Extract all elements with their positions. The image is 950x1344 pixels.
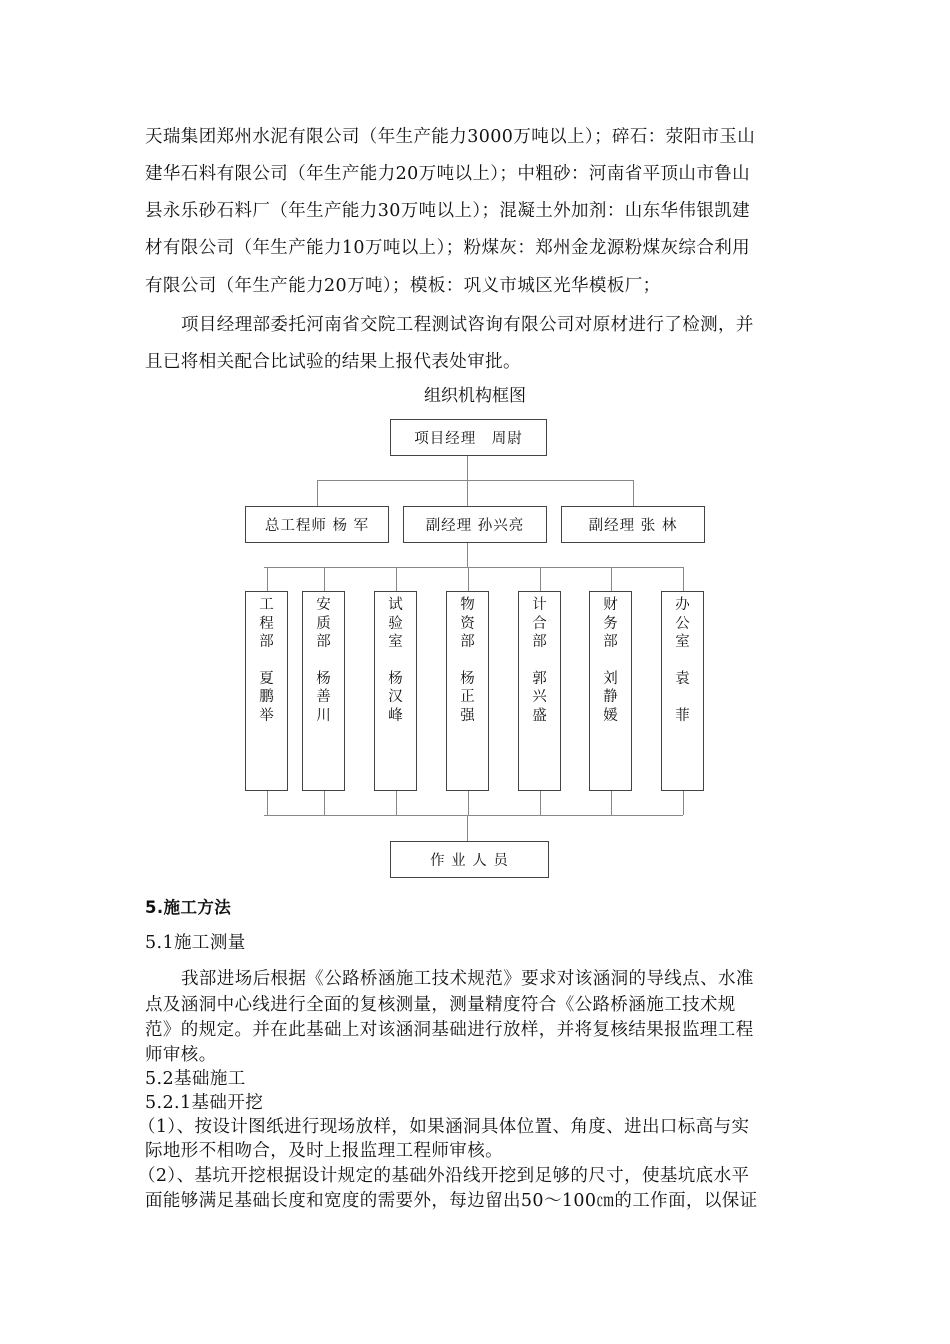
paragraph-line: 有限公司（年生产能力20万吨）；模板：巩义市城区光华模板厂； [145,276,661,296]
department-box [374,591,417,791]
subsection-title: 5.2基础施工 [145,1069,246,1089]
department-head: 袁 菲 [675,670,690,724]
department-head: 杨 善 川 [316,670,331,724]
department-box [446,591,489,791]
department-head: 杨 正 强 [460,670,475,724]
connector-line [683,567,684,591]
paragraph-line: 天瑞集团郑州水泥有限公司（年生产能力3000万吨以上）；碎石：荥阳市玉山 [145,127,756,147]
department-name: 安 质 部 [316,597,331,650]
department-name: 办 公 室 [675,597,690,650]
connector-line [683,791,684,815]
connector-line [396,567,397,591]
department-name: 试 验 室 [388,597,403,650]
connector-line [324,567,325,591]
paragraph-line: 我部进场后根据《公路桥涵施工技术规范》要求对该涵洞的导线点、水准 [181,969,754,989]
connector-line [324,791,325,815]
paragraph-line: 面能够满足基础长度和宽度的需要外，每边留出50～100㎝的工作面，以保证 [145,1191,758,1211]
connector-line [611,791,612,815]
department-box [589,591,632,791]
connector-line [317,480,634,481]
connector-line [267,567,268,591]
paragraph-line: 点及涵洞中心线进行全面的复核测量，测量精度符合《公路桥涵施工技术规 [145,995,736,1015]
connector-line [396,791,397,815]
paragraph-line: 材有限公司（年生产能力10万吨以上）；粉煤灰：郑州金龙源粉煤灰综合利用 [145,238,751,258]
connector-line [264,567,683,568]
paragraph-line: 且已将相关配合比试验的结果上报代表处审批。 [145,352,521,372]
paragraph-line: （2）、基坑开挖根据设计规定的基础外沿线开挖到足够的尺寸，使基坑底水平 [138,1166,750,1186]
deputy-box: 总工程师 杨 军 [245,506,389,543]
section-heading: 5.施工方法 [145,898,232,917]
department-head: 刘 静 媛 [603,670,618,724]
deputy-box: 副经理 孙兴亮 [403,506,547,543]
department-head: 郭 兴 盛 [532,670,547,724]
connector-line [467,456,468,480]
connector-line [267,791,268,815]
connector-line [540,791,541,815]
paragraph-line: （1）、按设计图纸进行现场放样，如果涵洞具体位置、角度、进出口标高与实 [138,1117,750,1137]
connector-line [467,480,468,506]
department-head: 夏 鹏 举 [259,670,274,724]
connector-line [468,567,469,591]
project-manager-box: 项目经理 周尉 [390,419,547,456]
connector-line [467,815,468,841]
connector-line [633,480,634,506]
paragraph-line: 范》的规定。并在此基础上对该涵洞基础进行放样，并将复核结果报监理工程 [145,1020,754,1040]
paragraph-line: 建华石料有限公司（年生产能力20万吨以上）；中粗砂：河南省平顶山市鲁山 [145,164,751,184]
paragraph-line: 际地形不相吻合，及时上报监理工程师审核。 [145,1141,503,1161]
org-chart-title: 组织机构框图 [424,386,526,406]
subsection-title: 5.1施工测量 [145,933,246,953]
department-name: 计 合 部 [532,597,547,650]
department-head: 杨 汉 峰 [388,670,403,724]
paragraph-line: 项目经理部委托河南省交院工程测试咨询有限公司对原材进行了检测，并 [181,315,754,335]
paragraph-line: 师审核。 [145,1045,217,1065]
department-box [302,591,345,791]
connector-line [317,480,318,506]
paragraph-line: 县永乐砂石料厂（年生产能力30万吨以上）；混凝土外加剂：山东华伟银凯建 [145,201,751,221]
department-name: 物 资 部 [460,597,475,650]
deputy-box: 副经理 张 林 [561,506,705,543]
connector-line [468,791,469,815]
department-name: 财 务 部 [603,597,618,650]
department-box [661,591,704,791]
workers-box: 作 业 人 员 [390,841,549,878]
subsection-title: 5.2.1基础开挖 [145,1093,264,1113]
connector-line [264,815,683,816]
department-box [518,591,561,791]
department-name: 工 程 部 [259,597,274,650]
department-box [245,591,288,791]
connector-line [540,567,541,591]
connector-line [467,543,468,567]
connector-line [611,567,612,591]
